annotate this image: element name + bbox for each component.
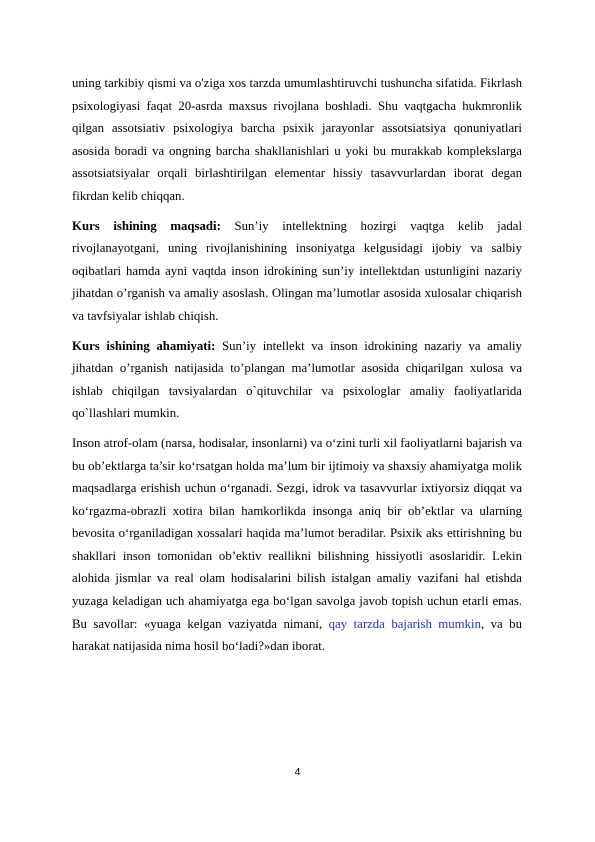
goal-heading: Kurs ishining maqsadi: [72, 218, 221, 233]
document-body [72, 72, 522, 665]
significance-text: Sun’iy intellekt va inson idrokining nazariy va amaliy jihatdan o’rganish natijasida to’plangan ma’lumotlar asosida chiqarilgan xulosa va ishlab chiqilgan tavsiyalardan o`qituvchilar va psixologlar amaliy faoliyatlarida qo`llashlari mumkin. [72, 338, 522, 421]
paragraph-intro-text: uning tarkibiy qismi va o'ziga xos tarzda umumlashtiruvchi tushuncha sifatida. Fikrlash psixologiyasi faqat 20-asrda maxsus rivojlana boshladi. Shu vaqtgacha hukmronlik qilgan assotsiativ psixologiya barcha psixik jarayonlar assotsiatsiya qonuniyatlari asosida boradi va ongning barcha shakllanishlari u yoki bu murakkab komplekslarga assotsiatsiyalar orqali birlashtirilgan elementar hissiy tasavvurlardan iborat degan fikrdan kelib chiqqan. [72, 76, 522, 203]
page-number: 4 [294, 766, 301, 778]
perception-text-after: , va bu harakat natijasida nima hosil bo‘ladi?»dan iborat. [72, 616, 522, 654]
goal-text: Sun’iy intellektning hozirgi vaqtga kelib jadal rivojlanayotgani, uning rivojlanishining insoniyatga kelgusidagi ijobiy va salbiy oqibatlari hamda ayni vaqtda inson idrokining sun’iy intellektdan ustunligini nazariy jihatdan o’rganish va amaliy asoslash. Olingan ma’lumotlar asosida xulosalar chiqarish va tavfsiyalar ishlab chiqish. [72, 218, 523, 323]
paragraph-goal [72, 215, 522, 328]
significance-heading: Kurs ishining ahamiyati: [72, 338, 216, 353]
hyperlink-text[interactable]: qay tarzda bajarish mumkin [328, 616, 481, 631]
paragraph-significance [72, 335, 522, 425]
perception-text-before: Inson atrof-olam (narsa, hodisalar, insonlarni) va o‘zini turli xil faoliyatlarni bajarish va bu ob’ektlarga ta’sir ko‘rsatgan holda ma’lum bir ijtimoiy va shaxsiy ahamiyatga molik maqsadlarga erishish uchun o‘rganadi. Sezgi, idrok va tasavvurlar ixtiyorsiz diqqat va ko‘rgazma-obrazli xotira bilan hamkorlikda insonga aniq bir ob’ektlar va ularning bevosita o‘rganiladigan xossalari haqida ma’lumot beradilar. Psixik aks ettirishning bu shakllari inson tomonidan ob’ektiv reallikni bilishning hissiyotli asoslaridir. Lekin alohida jismlar va real olam hodisalarini bilish istalgan amaliy vazifani hal etishda yuzaga keladigan uch ahamiyatga ega bo‘lgan savolga javob topish uchun etarli emas. Bu savollar: «yuaga kelgan vaziyatda nimani, [72, 435, 522, 631]
paragraph-perception [72, 432, 522, 658]
paragraph-intro [72, 72, 522, 208]
